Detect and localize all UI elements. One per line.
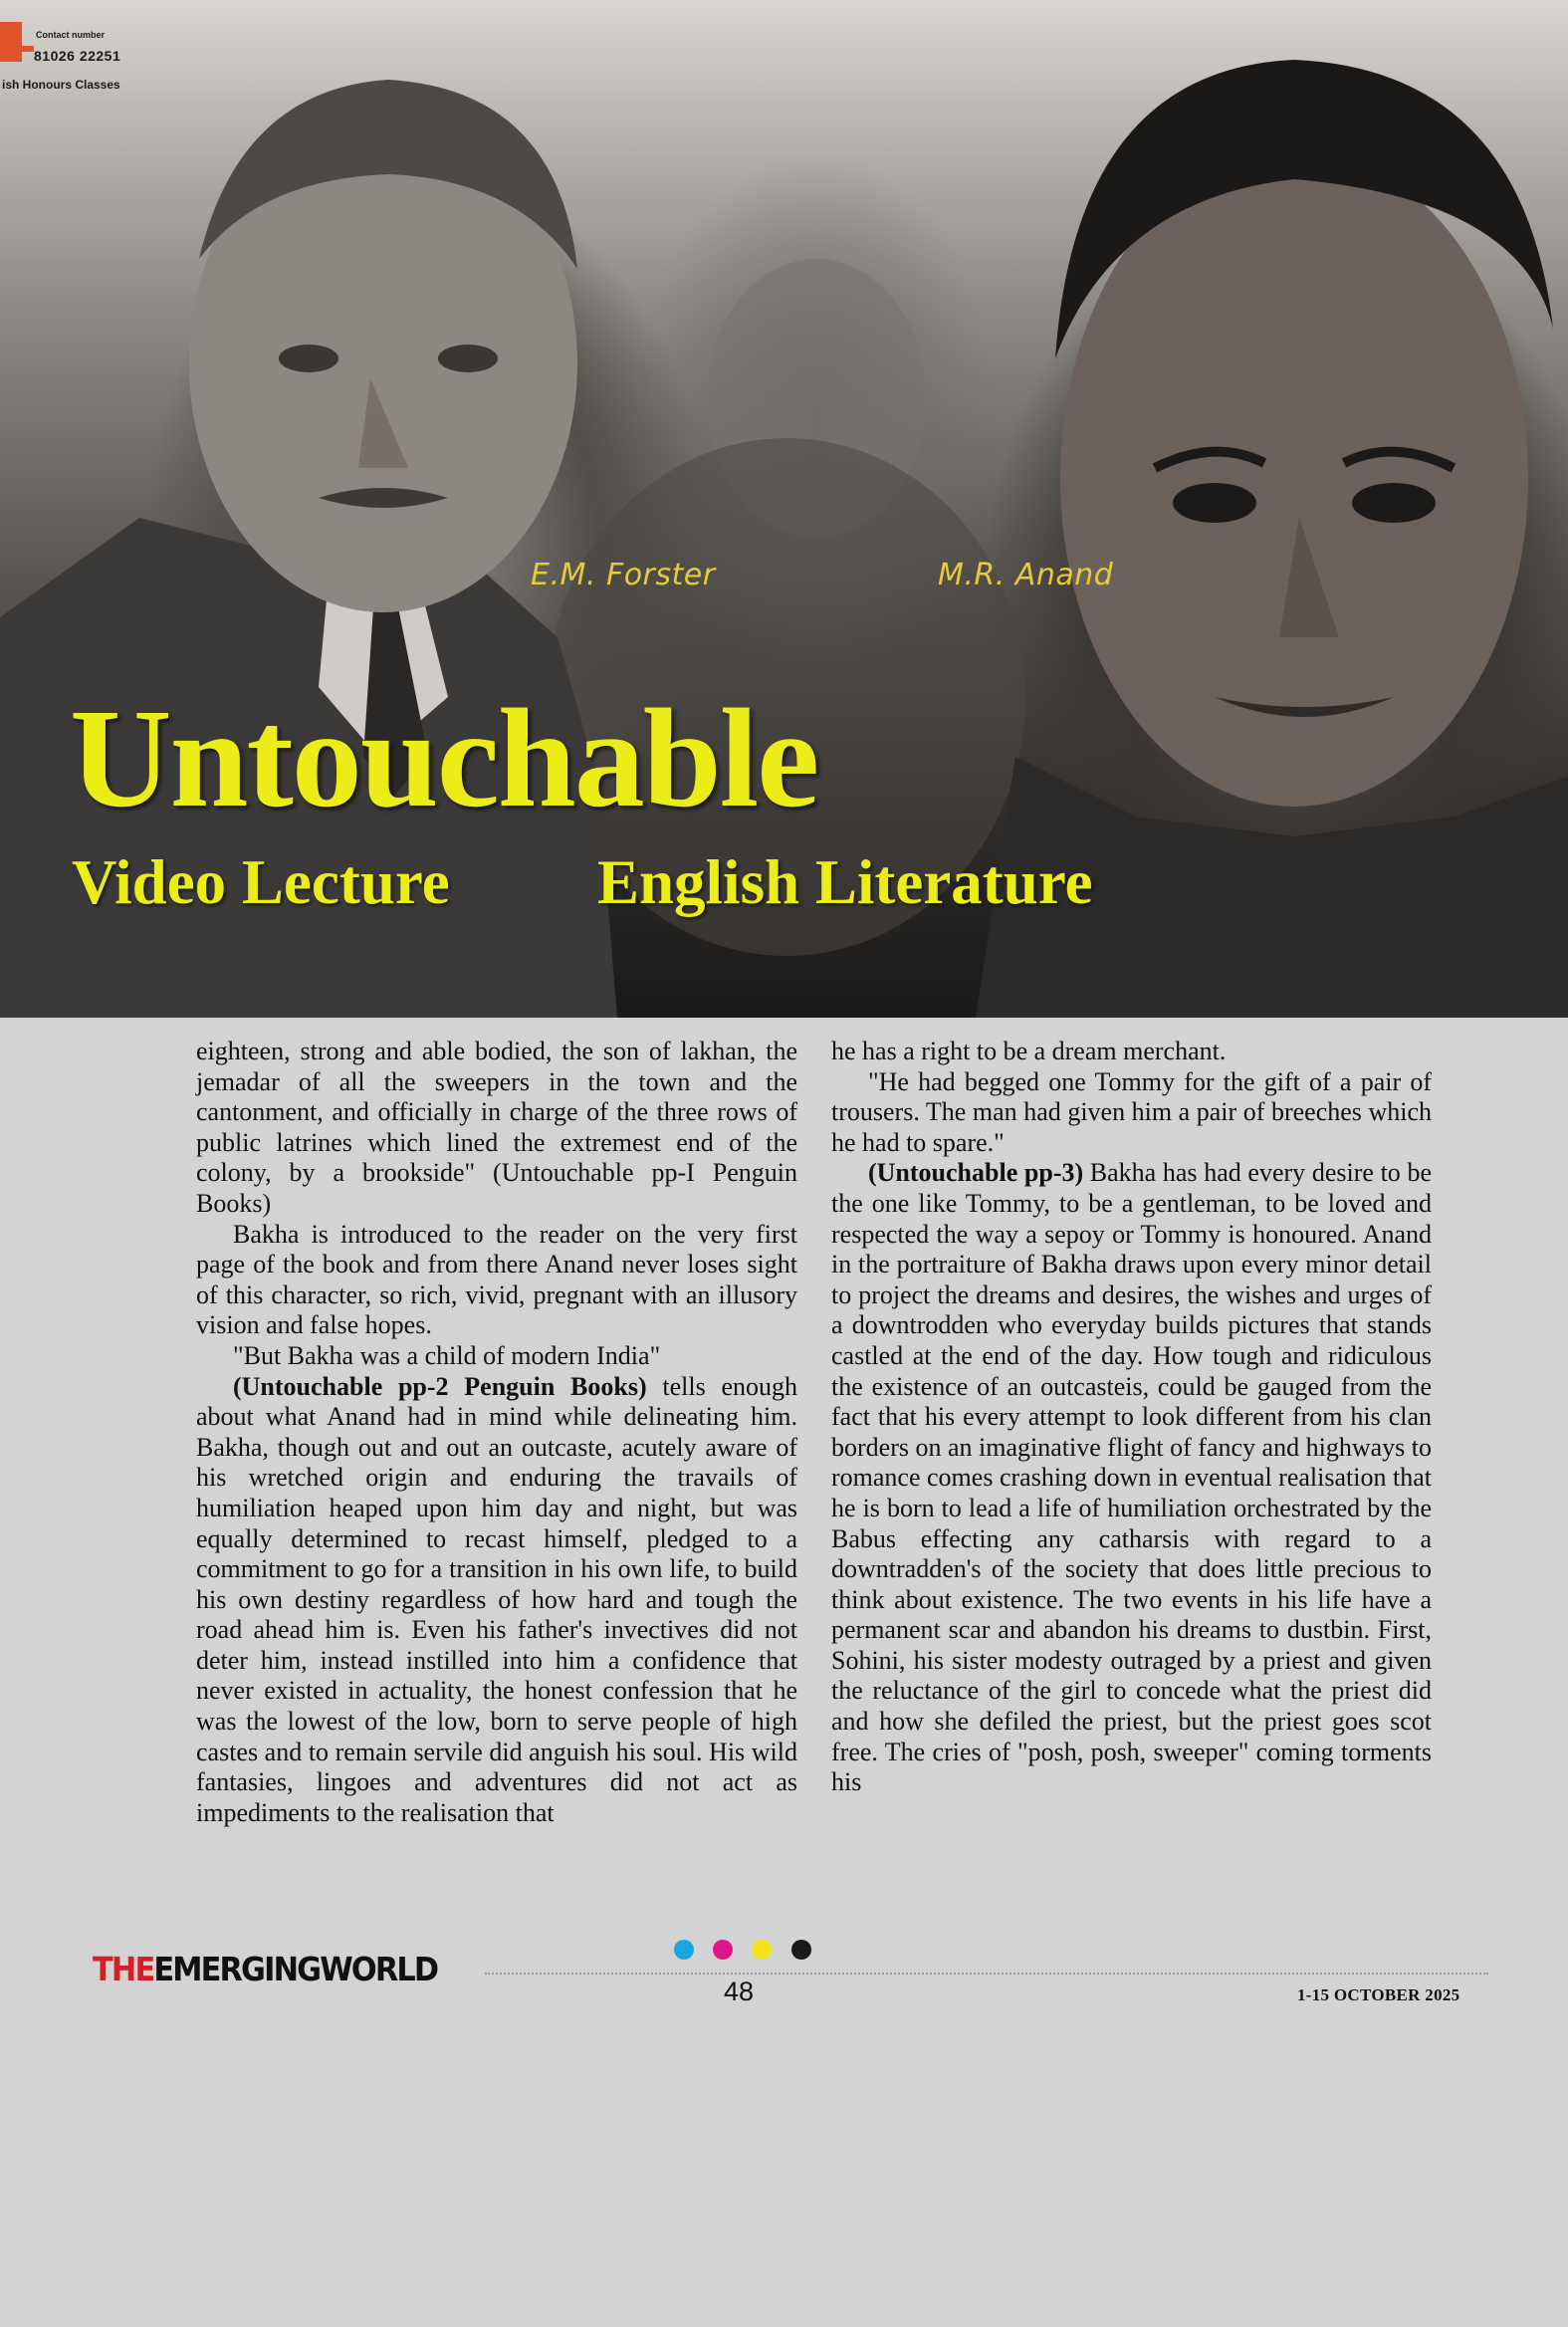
paragraph [196,1372,797,1829]
logo-classes-name: ish Honours Classes [2,78,120,92]
registration-dot-yellow [752,1940,772,1960]
caption-forster: E.M. Forster [531,558,716,592]
hero-subtitle-video-lecture: Video Lecture [72,847,450,917]
page-number: 48 [724,1977,755,2006]
paragraph-text: tells enough about what Anand had in mind while delineating him. Bakha, though out and out an outcaste, acutely aware of his wretched origin and enduring the travails of humiliation heaped upon him day and night, but was equally determined to recast himself, pledged to a commitment to go for a transition in his own life, to build his own destiny regardless of how hard and tough the road ahead him is. Even his father's invectives did not deter him, instead instilled into him a confidence that never existed in actuality, the honest confession that he was the lowest of the low, born to serve people of high castes and to remain servile did anguish his soul. His wild fantasies, lingoes and adventures did not act as impediments to the realisation that [196,1371,797,1827]
logo-phone-number: 81026 22251 [34,48,121,64]
footer-dotted-rule [485,1973,1488,1975]
article-column-right [831,1037,1432,1798]
brand-logo-mark [0,22,22,62]
citation: (Untouchable pp-3) [868,1158,1084,1188]
registration-dot-black [791,1940,811,1960]
registration-dot-magenta [713,1940,733,1960]
paragraph-quote: "He had begged one Tommy for the gift of a pair of trousers. The man had given him a pair of breeches which he had to spare." [831,1066,1432,1157]
article-column-left [196,1037,797,1828]
paragraph: he has a right to be a dream merchant. [831,1037,1227,1065]
paragraph [831,1158,1432,1797]
issue-date: 1-15 OCTOBER 2025 [1297,1985,1460,2004]
paragraph-quote: "But Bakha was a child of modern India" [233,1340,661,1370]
paragraph-text: Bakha has had every desire to be the one like Tommy, to be a gentleman, to be loved and respected the way a sepoy or Tommy is honoured. Anand in the portraiture of Bakha draws upon every minor detail to project the dreams and desires, the wishes and urges of a downtrodden who everyday builds pictures that stands castled at the end of the day. How tough and ridiculous the existence of an outcasteis, could be gauged from the fact that his every attempt to look different from his clan borders on an imaginative flight of fancy and highways to romance comes crashing down in eventual realisation that he is born to lead a life of humiliation orchestrated by the Babus effecting any catharsis with regard to a downtradden's of the society that does little precious to think about existence. The two events in his life have a permanent scar and abandon his dreams to dustbin. First, Sohini, his sister modesty outraged by a priest and given the reluctance of the girl to concede what the priest did and how she defiled the priest, but the priest goes scot free. The cries of "posh, posh, sweeper" coming torments his [831,1158,1432,1797]
paragraph: Bakha is introduced to the reader on the very first page of the book and from there Anand never loses sight of this character, so rich, vivid, pregnant with an illusory vision and false hopes. [196,1219,797,1340]
brand-name: EMERGINGWORLD [153,1950,438,1988]
citation: (Untouchable pp-2 Penguin Books) [233,1371,647,1401]
hero-subtitle-english-literature: English Literature [597,847,1093,917]
logo-contact-label: Contact number [36,30,106,40]
caption-anand: M.R. Anand [938,558,1114,592]
logo-accent-bar [22,46,34,52]
brand-the: THE [93,1950,154,1988]
registration-dot-cyan [674,1940,694,1960]
hero-banner [0,0,1568,1018]
paragraph: eighteen, strong and able bodied, the son of lakhan, the jemadar of all the sweepers in the town and the cantonment, and officially in charge of the three rows of public latrines which lined the extremest end of the colony, by a brookside" (Untouchable pp-I Penguin Books) [196,1037,797,1218]
footer-brand [93,1950,437,1988]
hero-title: Untouchable [70,679,818,836]
